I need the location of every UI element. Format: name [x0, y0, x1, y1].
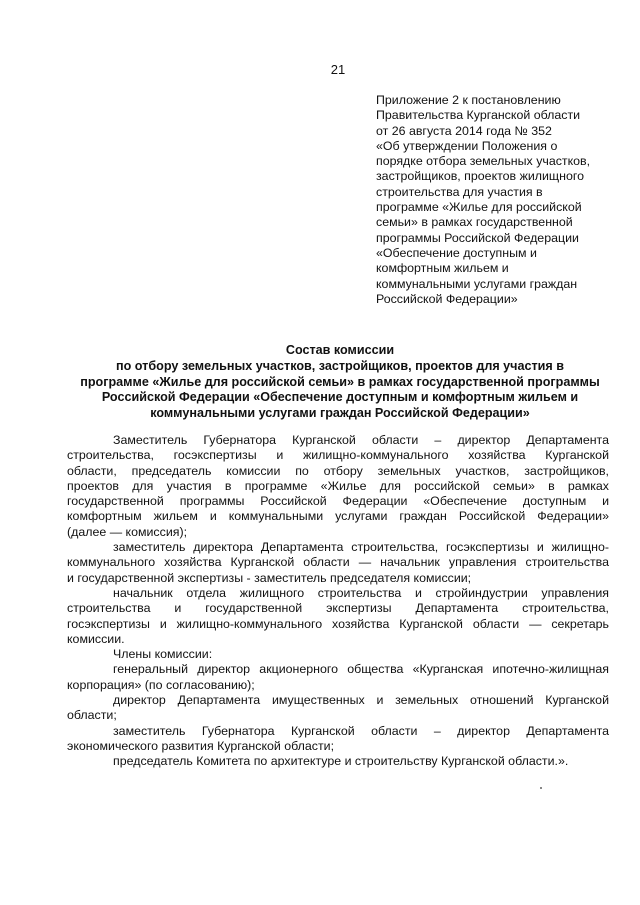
body-line: (далее — комиссия);	[67, 524, 188, 539]
heading-line: Российской Федерации «Обеспечение доступным и комфортным жильем и	[101, 390, 579, 405]
appendix-reference	[376, 93, 626, 307]
document-body	[67, 433, 609, 770]
appendix-line: «Об утверждении Положения о	[376, 138, 558, 153]
heading-line: программе «Жилье для российской семьи» в рамках государственной программы	[80, 374, 600, 389]
body-paragraph	[67, 433, 609, 540]
body-paragraph	[67, 662, 609, 693]
body-line: области;	[67, 708, 117, 723]
body-line: начальник отдела жилищного строительства и стройиндустрии управления	[113, 585, 609, 600]
appendix-line: застройщиков, проектов жилищного	[376, 169, 585, 184]
body-line: заместитель директора Департамента строительства, госэкспертизы и жилищно-	[113, 540, 609, 555]
heading-line: коммунальными услугами граждан Российской Федерации»	[150, 406, 530, 421]
body-line: строительства, госэкспертизы и жилищно-коммунального хозяйства Курганской	[67, 448, 609, 463]
heading-title: Состав комиссии	[285, 343, 395, 357]
body-line: комфортным жильем и коммунальными услугами граждан Российской Федерации»	[67, 509, 609, 524]
appendix-line: коммунальными услугами граждан	[376, 276, 578, 291]
body-paragraph	[67, 647, 609, 662]
body-line: директор Департамента имущественных и земельных отношений Курганской	[113, 693, 609, 708]
heading-line: по отбору земельных участков, застройщиков, проектов для участия в	[116, 358, 564, 373]
appendix-line: Приложение 2 к постановлению	[376, 93, 561, 107]
appendix-line: «Обеспечение доступным и	[376, 245, 537, 260]
appendix-line: Правительства Курганской области	[376, 108, 581, 123]
appendix-line: комфортным жильем и	[376, 261, 509, 276]
document-heading	[60, 343, 620, 422]
page-number: 21	[330, 62, 346, 77]
body-line: государственной программы Российской Федерации «Обеспечение доступным и	[67, 494, 609, 509]
body-paragraph	[67, 693, 609, 724]
body-paragraph	[67, 586, 609, 647]
appendix-line: строительства для участия в	[376, 184, 543, 199]
body-paragraph	[67, 754, 609, 769]
body-line: госэкспертизы и жилищно-коммунального хозяйства Курганской области — секретарь	[67, 616, 609, 631]
body-line: коммунального хозяйства Курганской области — начальник управления строительства	[67, 555, 609, 570]
body-line: генеральный директор акционерного общества «Курганская ипотечно-жилищная	[113, 662, 609, 677]
body-line: Члены комиссии:	[113, 647, 213, 662]
appendix-line: программе «Жилье для российской	[376, 200, 582, 215]
body-line: проектов для участия в программе «Жилье для российской семьи» в рамках	[67, 478, 609, 493]
appendix-line: программы Российской Федерации	[376, 230, 579, 245]
body-line: заместитель Губернатора Курганской области – директор Департамента	[113, 723, 609, 738]
appendix-line: порядке отбора земельных участков,	[376, 154, 591, 169]
body-paragraph	[67, 724, 609, 755]
heading-subtitle	[60, 359, 620, 422]
body-line: корпорация» (по согласованию);	[67, 677, 255, 692]
appendix-line: Российской Федерации»	[376, 291, 518, 306]
body-paragraph	[67, 540, 609, 586]
appendix-line: семьи» в рамках государственной	[376, 215, 573, 230]
body-line: и государственной экспертизы - заместитель председателя комиссии;	[67, 570, 472, 585]
scan-speck	[540, 787, 542, 789]
body-line: строительства и государственной экспертизы Департамента строительства,	[67, 601, 609, 616]
appendix-line: от 26 августа 2014 года № 352	[376, 123, 552, 138]
body-line: экономического развития Курганской области;	[67, 738, 335, 753]
body-line: Заместитель Губернатора Курганской области – директор Департамента	[113, 433, 609, 447]
body-line: председатель Комитета по архитектуре и строительству Курганской области.».	[113, 754, 569, 769]
body-line: комиссии.	[67, 631, 125, 646]
body-line: области, председатель комиссии по отбору земельных участков, застройщиков,	[67, 463, 609, 478]
